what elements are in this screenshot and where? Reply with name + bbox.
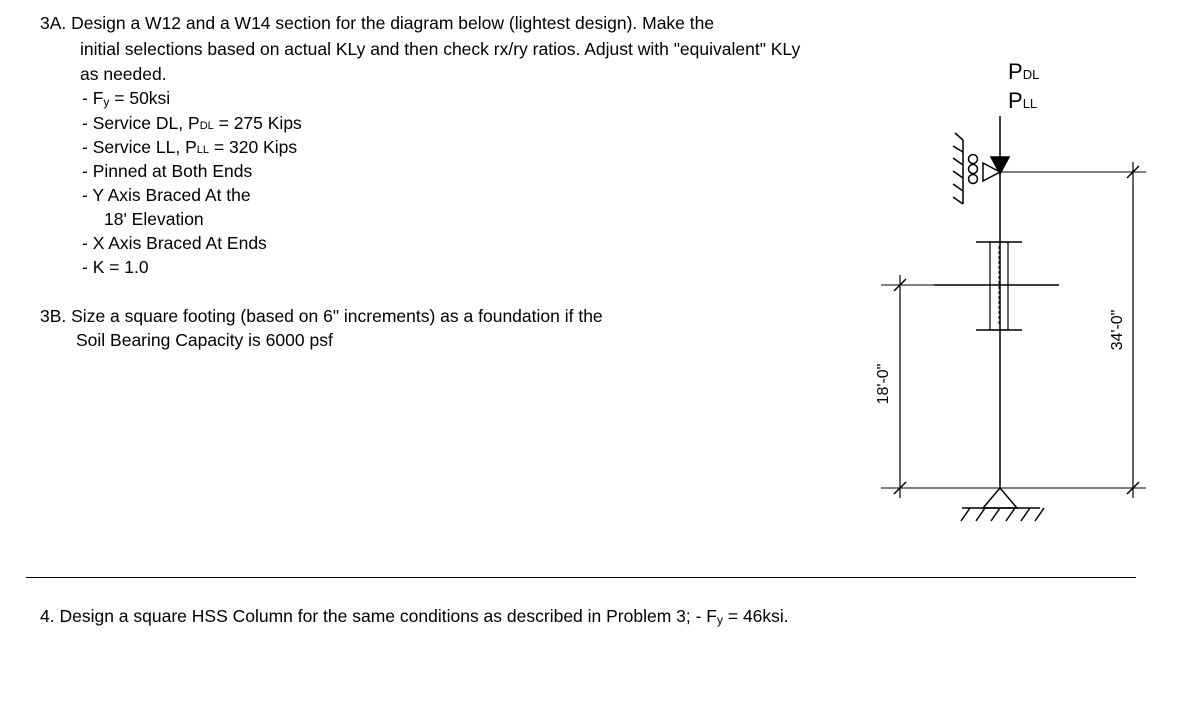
problem-3a-line-3: as needed.	[80, 64, 167, 84]
load-dl-label: PDL	[1008, 59, 1040, 84]
top-support-hatch	[953, 133, 963, 204]
problem-3b-line-1: 3B. Size a square footing (based on 6" increments) as a foundation if the	[40, 306, 603, 326]
fy-spec: - Fy = 50ksi	[82, 88, 171, 109]
y-brace-spec-2: 18' Elevation	[104, 209, 204, 229]
pinned-spec: - Pinned at Both Ends	[82, 161, 253, 181]
x-brace-spec: - X Axis Braced At Ends	[82, 233, 267, 253]
problem-4-line: 4. Design a square HSS Column for the same conditions as described in Problem 3; - Fy = 46ksi.	[40, 606, 789, 627]
problem-4-fy-subscript: y	[717, 613, 723, 627]
problem-3b-line-2: Soil Bearing Capacity is 6000 psf	[76, 330, 333, 350]
problem-3a-line-2: initial selections based on actual KLy and then check rx/ry ratios. Adjust with "equivalent" KLy	[80, 39, 801, 59]
problem-3a-line-1: 3A. Design a W12 and a W14 section for the diagram below (lightest design). Make the	[40, 13, 715, 33]
bottom-support-hatch	[961, 508, 1044, 521]
roller-circle-3	[969, 175, 978, 184]
service-dl-spec: - Service DL, PDL = 275 Kips	[82, 113, 302, 133]
dl-subscript: DL	[199, 120, 214, 132]
k-factor-spec: - K = 1.0	[82, 257, 149, 277]
y-brace-spec-1: - Y Axis Braced At the	[82, 185, 251, 205]
fy-subscript: y	[103, 95, 110, 109]
bottom-pin-triangle	[983, 488, 1017, 508]
ll-subscript: LL	[196, 144, 210, 156]
roller-circle-1	[969, 155, 978, 164]
roller-circle-2	[969, 165, 978, 174]
load-ll-label: PLL	[1008, 88, 1038, 113]
dim-18-label: 18'-0"	[875, 363, 892, 405]
dim-34-label: 34'-0"	[1109, 309, 1126, 351]
service-ll-spec: - Service LL, PLL = 320 Kips	[82, 137, 298, 157]
